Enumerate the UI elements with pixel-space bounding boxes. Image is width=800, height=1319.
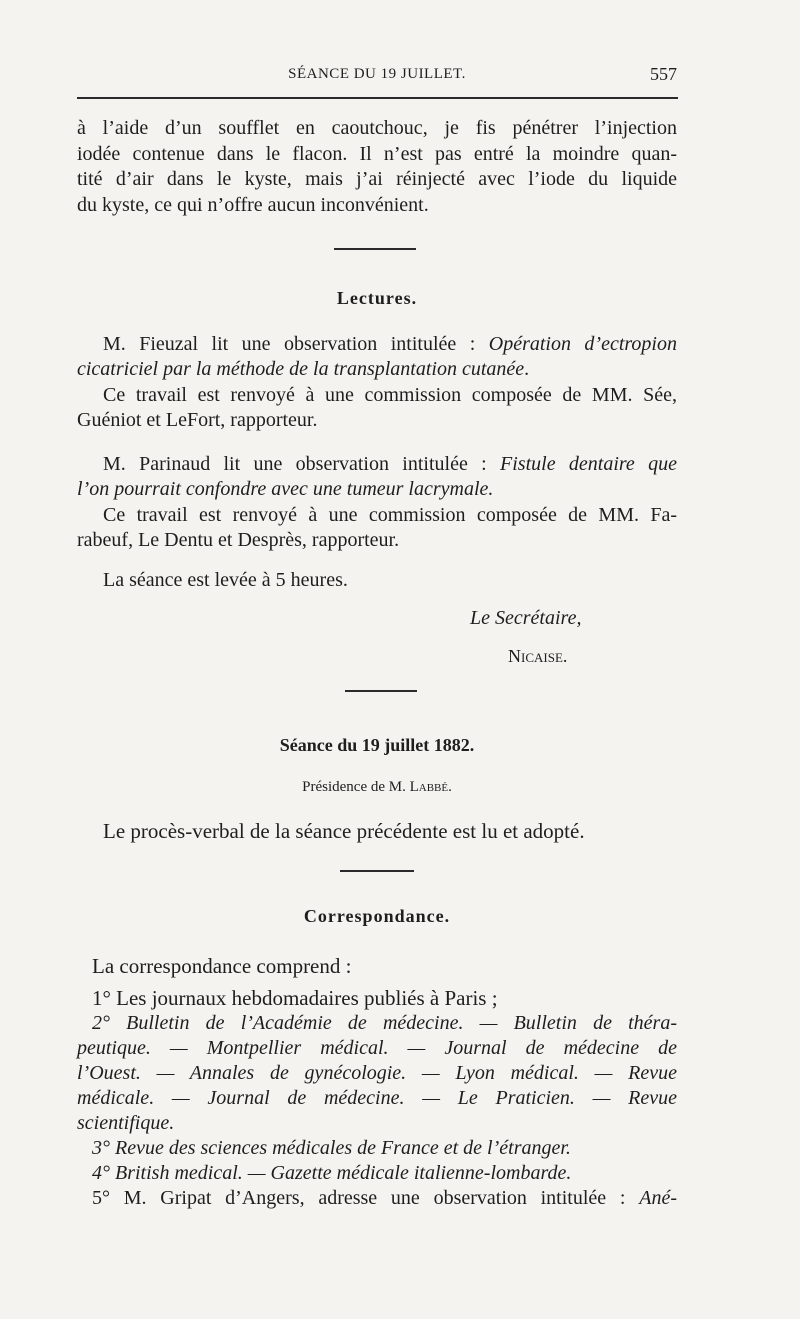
correspondance-item-2-line-2: peutique. — Montpellier médical. — Journal de médecine de [77,1037,677,1059]
lecture2-line-2: l’on pourrait confondre avec une tumeur lacrymale. [77,478,494,500]
lecture1-line-2: cicatriciel par la méthode de la transplantation cutanée. [77,358,530,380]
proces-verbal: Le procès-verbal de la séance précédente est lu et adopté. [103,819,585,843]
intro-line-2: iodée contenue dans le flacon. Il n’est pas entré la moindre quan- [77,143,677,165]
lecture2-line-4: rabeuf, Le Dentu et Desprès, rapporteur. [77,529,400,551]
intro-line-4: du kyste, ce qui n’offre aucun inconvénient. [77,194,429,216]
correspondance-intro: La correspondance comprend : [92,954,352,978]
seance-title: Séance du 19 juillet 1882. [279,735,475,755]
section-separator [345,690,417,692]
signature-name: Nicaise. [508,646,568,666]
running-title: SÉANCE DU 19 JUILLET. [288,66,466,82]
correspondance-item-2-line-1: 2° Bulletin de l’Académie de médecine. — Bulletin de théra- [92,1012,677,1034]
section-separator [334,248,416,250]
lecture1-line-1: M. Fieuzal lit une observation intitulée : Opération d’ectropion [103,333,677,355]
signature-role: Le Secrétaire, [470,607,582,629]
correspondance-item-4: 4° British medical. — Gazette médicale italienne-lombarde. [92,1162,572,1184]
correspondance-heading: Correspondance. [303,906,451,926]
correspondance-item-1: 1° Les journaux hebdomadaires publiés à Paris ; [92,986,498,1010]
lecture1-line-4: Guéniot et LeFort, rapporteur. [77,409,318,431]
page-number: 557 [650,64,677,84]
presidence-line: Présidence de M. Labbé. [302,779,452,795]
lectures-heading: Lectures. [336,288,418,308]
header-rule [77,97,678,99]
lecture1-line-3: Ce travail est renvoyé à une commission composée de MM. Sée, [103,384,677,406]
running-head [77,62,677,88]
lecture2-line-1: M. Parinaud lit une observation intitulée : Fistule dentaire que [103,453,677,475]
section-separator [340,870,414,872]
correspondance-item-2-line-5: scientifique. [77,1112,175,1134]
lecture2-line-3: Ce travail est renvoyé à une commission composée de MM. Fa- [103,504,677,526]
correspondance-item-2-line-4: médicale. — Journal de médecine. — Le Praticien. — Revue [77,1087,677,1109]
intro-line-1: à l’aide d’un soufflet en caoutchouc, je fis pénétrer l’injection [77,117,677,139]
correspondance-item-2-line-3: l’Ouest. — Annales de gynécologie. — Lyon médical. — Revue [77,1062,677,1084]
closing-line: La séance est levée à 5 heures. [103,569,348,591]
intro-line-3: tité d’air dans le kyste, mais j’ai réinjecté avec l’iode du liquide [77,168,677,190]
correspondance-item-5: 5° M. Gripat d’Angers, adresse une observation intitulée : Ané- [92,1187,677,1209]
correspondance-item-3: 3° Revue des sciences médicales de France et de l’étranger. [92,1137,571,1159]
